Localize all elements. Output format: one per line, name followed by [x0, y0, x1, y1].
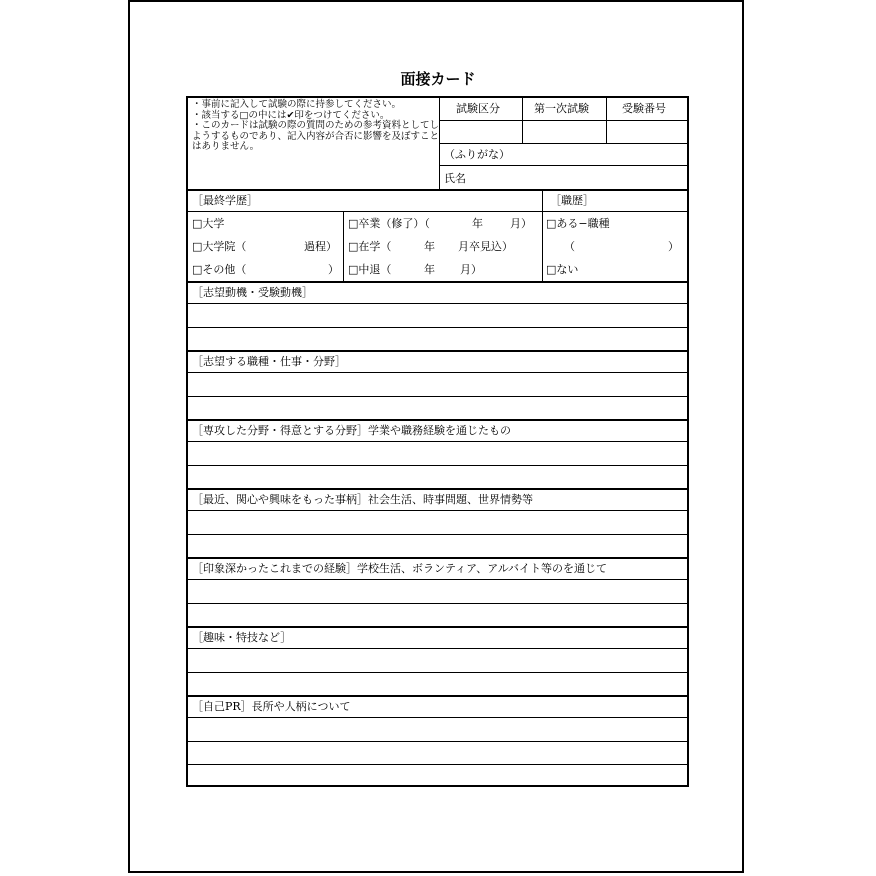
ruled-line — [188, 648, 689, 649]
ruled-line — [188, 465, 689, 466]
section-experiences: ［印象深かったこれまでの経験］学校生活、ボランティア、アルバイト等のを通じて — [192, 562, 608, 575]
divider — [188, 695, 689, 697]
education-heading: ［最終学歴］ — [192, 194, 258, 207]
divider — [542, 189, 543, 211]
instruction-1: ・事前に記入して試験の際に持参してください。 — [192, 99, 402, 110]
year-label: 年 — [424, 263, 435, 276]
ruled-line — [188, 396, 689, 397]
ruled-line — [188, 441, 689, 442]
first-exam-label: 第一次試験 — [534, 102, 589, 115]
divider — [343, 211, 344, 281]
exam-category-label: 試験区分 — [456, 102, 500, 115]
ruled-line — [188, 717, 689, 718]
ruled-line — [188, 534, 689, 535]
work-yes-checkbox[interactable]: □ある−職種 — [546, 217, 610, 230]
course-label: 過程） — [304, 240, 337, 253]
instructions — [192, 100, 440, 153]
divider — [188, 350, 689, 352]
ruled-line — [188, 303, 689, 304]
ruled-line — [188, 372, 689, 373]
graduate-school-checkbox[interactable]: □大学院（ — [192, 240, 247, 253]
ruled-line — [188, 603, 689, 604]
divider — [188, 281, 689, 283]
month-label: 月卒見込） — [458, 240, 513, 253]
divider — [439, 98, 440, 190]
divider — [188, 419, 689, 421]
section-interests: ［最近、関心や興味をもった事柄］社会生活、時事問題、世界情勢等 — [192, 493, 533, 506]
section-hobbies: ［趣味・特技など］ — [192, 631, 292, 644]
ruled-line — [188, 764, 689, 765]
section-motivation: ［志望動機・受験動機］ — [192, 286, 313, 299]
ruled-line — [188, 327, 689, 328]
section-specialty: ［専攻した分野・得意とする分野］学業や職務経験を通じたもの — [192, 424, 511, 437]
instruction-3: ・このカードは試験の際の質問のための参考資料としてしようするものであり、記入内容が合否に影響を及ぼすことはありません。 — [192, 120, 440, 152]
divider — [188, 557, 689, 559]
graduated-checkbox[interactable]: □卒業（修了）（ — [348, 217, 430, 230]
divider — [188, 488, 689, 490]
exam-category-field[interactable] — [440, 121, 522, 143]
section-desired-job: ［志望する職種・仕事・分野］ — [192, 355, 346, 368]
dropped-checkbox[interactable]: □中退（ — [348, 263, 392, 276]
work-open-paren: （ — [564, 240, 575, 253]
furigana-field[interactable] — [508, 144, 688, 165]
exam-number-field[interactable] — [607, 121, 689, 143]
other-close: ） — [328, 263, 339, 276]
form-title: 面接カード — [400, 70, 476, 88]
furigana-label: （ふりがな） — [444, 148, 510, 161]
ruled-line — [188, 672, 689, 673]
work-close-paren: ） — [668, 240, 679, 253]
divider — [188, 626, 689, 628]
year-label: 年 — [472, 217, 483, 230]
university-checkbox[interactable]: □大学 — [192, 217, 225, 230]
instruction-2: ・該当する□の中には✔印をつけてください。 — [192, 109, 390, 121]
exam-number-label: 受験番号 — [622, 102, 666, 115]
name-field[interactable] — [488, 166, 688, 189]
ruled-line — [188, 579, 689, 580]
divider — [188, 211, 689, 212]
work-no-checkbox[interactable]: □ない — [546, 263, 579, 276]
month-label: 月） — [510, 217, 532, 230]
month-label: 月） — [460, 263, 482, 276]
other-checkbox[interactable]: □その他（ — [192, 263, 247, 276]
divider — [188, 189, 689, 191]
ruled-line — [188, 510, 689, 511]
first-exam-field[interactable] — [523, 121, 606, 143]
divider — [542, 211, 543, 281]
ruled-line — [188, 741, 689, 742]
enrolled-checkbox[interactable]: □在学（ — [348, 240, 392, 253]
name-label: 氏名 — [444, 172, 466, 185]
section-self-pr: ［自己PR］長所や人柄について — [192, 700, 351, 713]
interview-card-form — [186, 96, 689, 787]
year-label: 年 — [424, 240, 435, 253]
work-heading: ［職歴］ — [550, 194, 594, 207]
